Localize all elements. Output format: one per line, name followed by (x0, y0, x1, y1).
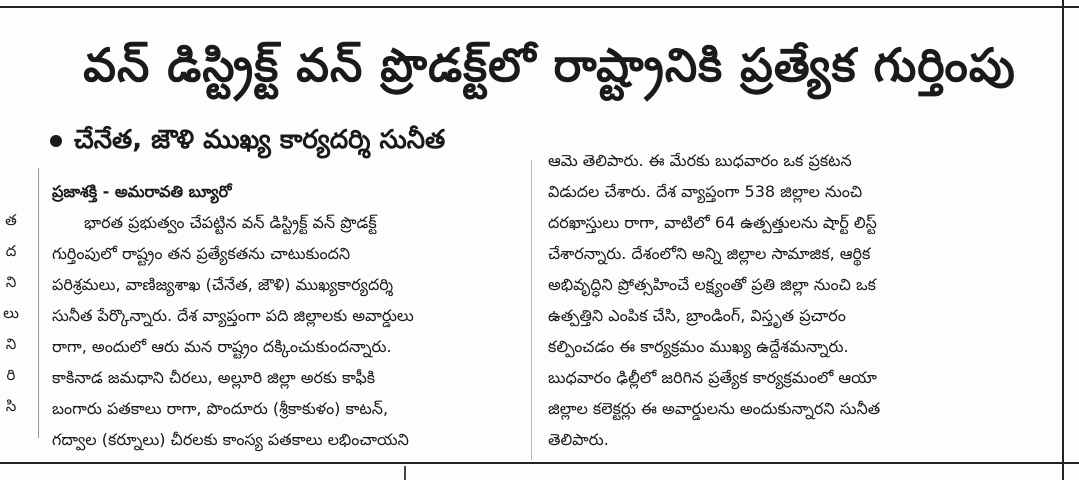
article-byline: ప్రజాశక్తి - అమరావతి బ్యూరో (52, 182, 232, 201)
paragraph-line: అభివృద్ధిని ప్రోత్సహించే లక్ష్యంతో ప్రతి జిల్లా నుంచి ఒక (548, 275, 876, 294)
article-headline: వన్ డిస్ట్రిక్ట్ వన్ ప్రొడక్ట్‌లో రాష్ట్రానికి ప్రత్యేక గుర్తింపు (83, 38, 1016, 92)
paragraph-line: చేశారన్నారు. దేశంలోని అన్ని జిల్లాల సామాజిక, ఆర్థిక (548, 244, 871, 263)
edge-fragment: త (5, 211, 17, 229)
bullet-icon (50, 135, 62, 147)
paragraph-line: కల్పించడం ఈ కార్యక్రమం ముఖ్య ఉద్దేశమన్నారు. (548, 337, 849, 356)
paragraph-line: జిల్లాల కలెక్టర్లు ఈ అవార్డులను అందుకున్నారని సునీత (548, 399, 881, 418)
bottom-rule (0, 462, 1079, 464)
paragraph-line: బుధవారం ఢిల్లీలో జరిగిన ప్రత్యేక కార్యక్రమంలో ఆయా (548, 368, 877, 387)
edge-fragment: సి (5, 397, 17, 415)
paragraph-line: భారత ప్రభుత్వం చేపట్టిన వన్ డిస్ట్రిక్ట్ వన్ ప్రొడక్ట్ (84, 213, 377, 232)
paragraph-line: రాగా, అందులో ఆరు మన రాష్ట్రం దక్కించుకుందన్నారు. (52, 337, 392, 356)
fold-mark (404, 466, 406, 480)
paragraph-line: గుర్తింపులో రాష్ట్రం తన ప్రత్యేకతను చాటుకుందని (52, 244, 351, 263)
left-column-rule (38, 168, 39, 438)
left-edge-fragments (0, 205, 22, 422)
article-column-left (52, 207, 520, 455)
paragraph-line: విడుదల చేశారు. దేశ వ్యాప్తంగా 538 జిల్లాల నుంచి (548, 182, 863, 201)
top-rule (0, 6, 1079, 8)
article-column-right (548, 145, 1052, 455)
subheadline-text: చేనేత, జౌళి ముఖ్య కార్యదర్శి సునీత (74, 125, 446, 155)
edge-fragment: ని (5, 273, 17, 291)
middle-column-rule (531, 160, 532, 460)
paragraph-line: సునీత పేర్కొన్నారు. దేశ వ్యాప్తంగా పది జిల్లాలకు అవార్డులు (52, 306, 414, 325)
paragraph-line: కాకినాడ జమధాని చీరలు, అల్లూరి జిల్లా అరకు కాఫీకి (52, 368, 376, 387)
article-subheadline (50, 118, 445, 162)
right-column-rule (1062, 0, 1064, 480)
paragraph-line: పరిశ్రమలు, వాణిజ్యశాఖ (చేనేత, జౌళి) ముఖ్యకార్యదర్శి (52, 275, 394, 294)
edge-fragment: ని (5, 335, 17, 353)
paragraph-line: ఆమె తెలిపారు. ఈ మేరకు బుధవారం ఒక ప్రకటన (548, 151, 852, 170)
paragraph-line: తెలిపారు. (548, 430, 609, 449)
edge-fragment: రి (6, 366, 16, 384)
paragraph-line: గద్వాల (కర్నూలు) చీరలకు కాంస్య పతకాలు లభించాయని (52, 430, 409, 449)
edge-fragment: ద (5, 242, 17, 260)
paragraph-line: ఉత్పత్తిని ఎంపిక చేసి, బ్రాండింగ్, విస్తృత ప్రచారం (548, 306, 846, 325)
edge-fragment: లు (3, 304, 19, 322)
paragraph-line: దరఖాస్తులు రాగా, వాటిలో 64 ఉత్పత్తులను షార్ట్ లిస్ట్ (548, 213, 877, 232)
paragraph-line: బంగారు పతకాలు రాగా, పొందూరు (శ్రీకాకుళం) కాటన్, (52, 399, 389, 418)
